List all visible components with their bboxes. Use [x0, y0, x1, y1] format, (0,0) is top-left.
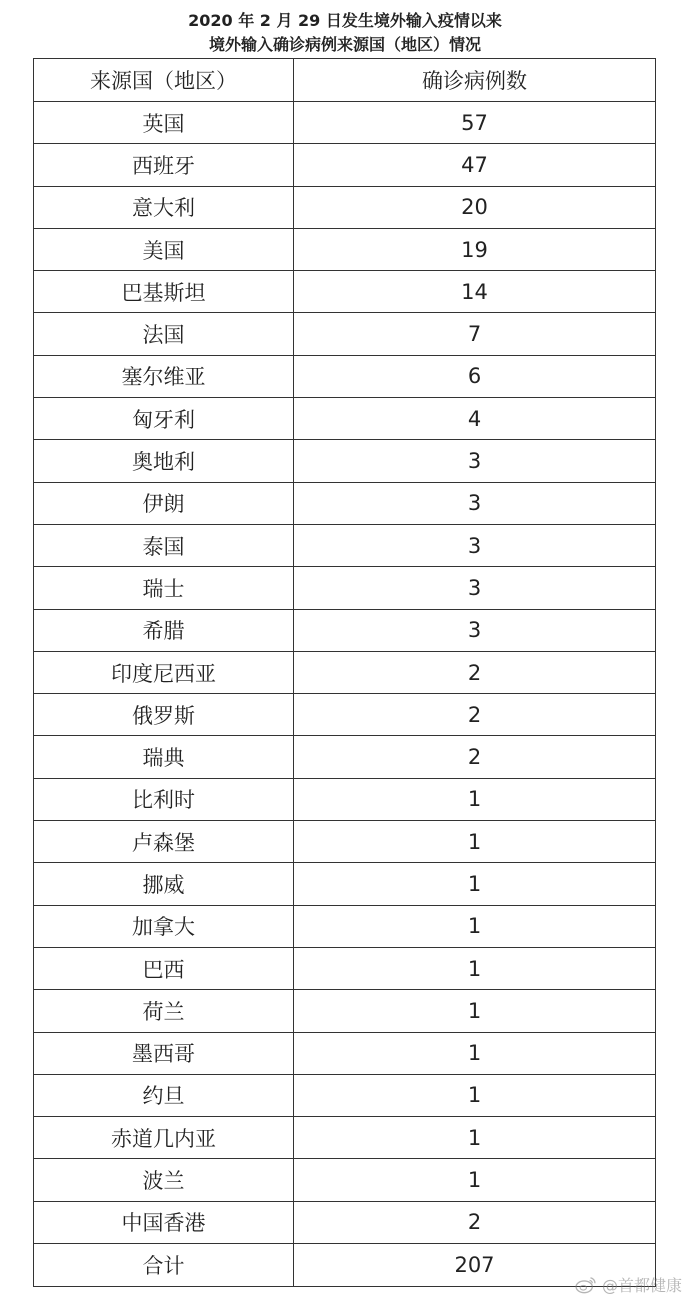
table-row — [34, 483, 655, 525]
count-cell: 1 — [467, 1041, 482, 1066]
table-row — [34, 440, 655, 482]
country-cell: 波兰 — [34, 1159, 294, 1200]
count-cell: 3 — [467, 449, 482, 474]
title-line-1: 2020 年 2 月 29 日发生境外输入疫情以来 — [188, 11, 502, 30]
count-cell: 1 — [467, 1168, 482, 1193]
header-country: 来源国（地区） — [34, 59, 294, 101]
count-cell: 1 — [467, 914, 482, 939]
count-cell: 207 — [454, 1253, 495, 1278]
country-cell: 合计 — [34, 1244, 294, 1286]
table-row — [34, 1244, 655, 1286]
country-cell: 加拿大 — [34, 906, 294, 947]
table-row — [34, 271, 655, 313]
country-cell: 英国 — [34, 102, 294, 143]
table-row — [34, 1202, 655, 1244]
table-row — [34, 356, 655, 398]
table-row — [34, 821, 655, 863]
table-row — [34, 398, 655, 440]
table-row — [34, 610, 655, 652]
country-cell: 卢森堡 — [34, 821, 294, 862]
count-cell: 1 — [467, 829, 482, 854]
count-cell: 19 — [461, 237, 488, 262]
table-row — [34, 736, 655, 778]
country-cell: 瑞典 — [34, 736, 294, 777]
table-row — [34, 990, 655, 1032]
count-cell: 2 — [467, 702, 482, 727]
table-row — [34, 906, 655, 948]
country-cell: 奥地利 — [34, 440, 294, 481]
table-row — [34, 1075, 655, 1117]
table-row — [34, 229, 655, 271]
source-country-table — [33, 58, 656, 1287]
table-row — [34, 1159, 655, 1201]
country-cell: 瑞士 — [34, 567, 294, 608]
country-cell: 意大利 — [34, 187, 294, 228]
table-row — [34, 948, 655, 990]
count-cell: 1 — [467, 956, 482, 981]
count-cell: 4 — [467, 406, 482, 431]
country-cell: 墨西哥 — [34, 1033, 294, 1074]
country-cell: 伊朗 — [34, 483, 294, 524]
table-row — [34, 187, 655, 229]
country-cell: 赤道几内亚 — [34, 1117, 294, 1158]
count-cell: 1 — [467, 1125, 482, 1150]
count-cell: 57 — [461, 110, 488, 135]
country-cell: 塞尔维亚 — [34, 356, 294, 397]
country-cell: 约旦 — [34, 1075, 294, 1116]
count-cell: 7 — [467, 322, 482, 347]
country-cell: 泰国 — [34, 525, 294, 566]
country-cell: 俄罗斯 — [34, 694, 294, 735]
count-cell: 3 — [467, 533, 482, 558]
table-row — [34, 313, 655, 355]
watermark-text: @首都健康 — [601, 1276, 682, 1295]
title-line-2: 境外输入确诊病例来源国（地区）情况 — [208, 35, 481, 54]
table-row — [34, 863, 655, 905]
count-cell: 2 — [467, 660, 482, 685]
country-cell: 匈牙利 — [34, 398, 294, 439]
table-row — [34, 144, 655, 186]
table-row — [34, 102, 655, 144]
country-cell: 巴西 — [34, 948, 294, 989]
table-row — [34, 1117, 655, 1159]
table-row — [34, 652, 655, 694]
count-cell: 3 — [467, 491, 482, 516]
country-cell: 巴基斯坦 — [34, 271, 294, 312]
country-cell: 比利时 — [34, 779, 294, 820]
country-cell: 美国 — [34, 229, 294, 270]
country-cell: 印度尼西亚 — [34, 652, 294, 693]
count-cell: 1 — [467, 1083, 482, 1108]
weibo-icon — [575, 1276, 597, 1294]
count-cell: 14 — [461, 279, 488, 304]
count-cell: 1 — [467, 871, 482, 896]
table-row — [34, 694, 655, 736]
count-cell: 3 — [467, 575, 482, 600]
count-cell: 20 — [461, 195, 488, 220]
count-cell: 1 — [467, 998, 482, 1023]
table-row — [34, 1033, 655, 1075]
country-cell: 希腊 — [34, 610, 294, 651]
watermark — [575, 1273, 682, 1296]
count-cell: 6 — [467, 364, 482, 389]
country-cell: 中国香港 — [34, 1202, 294, 1243]
table-row — [34, 567, 655, 609]
country-cell: 荷兰 — [34, 990, 294, 1031]
count-cell: 47 — [461, 152, 488, 177]
count-cell: 2 — [467, 745, 482, 770]
table-row — [34, 525, 655, 567]
country-cell: 西班牙 — [34, 144, 294, 185]
table-header-row — [34, 59, 655, 102]
table-row — [34, 779, 655, 821]
count-cell: 2 — [467, 1210, 482, 1235]
country-cell: 法国 — [34, 313, 294, 354]
header-count: 确诊病例数 — [422, 69, 527, 93]
country-cell: 挪威 — [34, 863, 294, 904]
count-cell: 1 — [467, 787, 482, 812]
count-cell: 3 — [467, 618, 482, 643]
